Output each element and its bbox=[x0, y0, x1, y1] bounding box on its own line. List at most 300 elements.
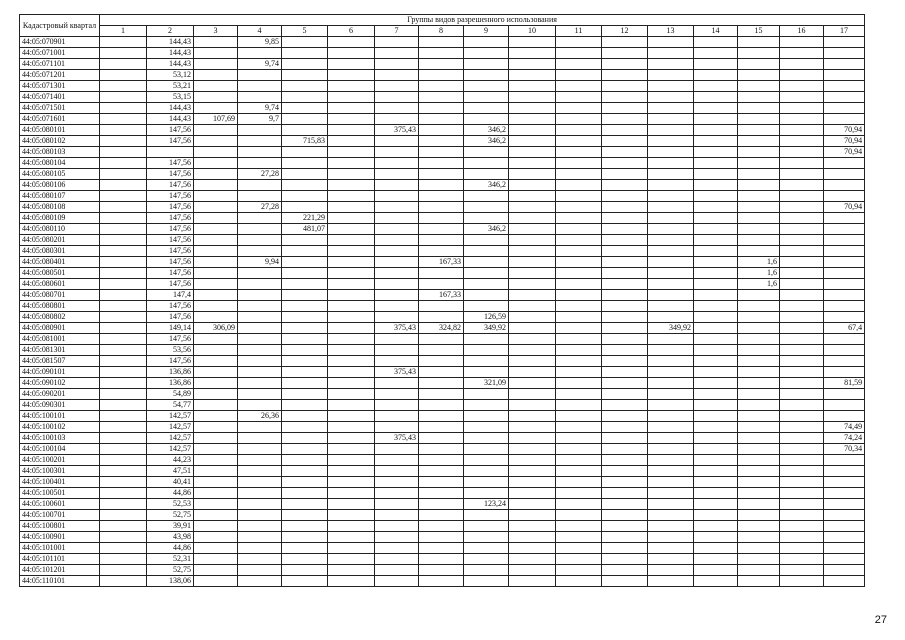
value-cell: 107,69 bbox=[194, 114, 238, 125]
value-cell bbox=[556, 125, 602, 136]
value-cell: 44,23 bbox=[147, 455, 194, 466]
value-cell bbox=[464, 554, 509, 565]
value-cell bbox=[509, 103, 556, 114]
value-cell bbox=[100, 48, 147, 59]
kvartal-cell: 44:05:100501 bbox=[20, 488, 100, 499]
kvartal-cell: 44:05:100901 bbox=[20, 532, 100, 543]
value-cell: 44,86 bbox=[147, 543, 194, 554]
value-cell bbox=[509, 532, 556, 543]
value-cell bbox=[238, 158, 282, 169]
kvartal-cell: 44:05:080301 bbox=[20, 246, 100, 257]
table-row bbox=[20, 92, 865, 103]
value-cell bbox=[738, 290, 780, 301]
value-cell bbox=[100, 466, 147, 477]
value-cell bbox=[509, 433, 556, 444]
value-cell bbox=[738, 345, 780, 356]
value-cell bbox=[100, 224, 147, 235]
value-cell bbox=[100, 488, 147, 499]
value-cell bbox=[780, 114, 824, 125]
value-cell bbox=[238, 565, 282, 576]
value-cell bbox=[602, 334, 648, 345]
value-cell bbox=[375, 290, 419, 301]
value-cell bbox=[194, 334, 238, 345]
kvartal-cell: 44:05:101201 bbox=[20, 565, 100, 576]
value-cell bbox=[509, 378, 556, 389]
value-cell bbox=[464, 81, 509, 92]
value-cell bbox=[464, 400, 509, 411]
table-row bbox=[20, 81, 865, 92]
value-cell bbox=[780, 576, 824, 587]
kvartal-cell: 44:05:080107 bbox=[20, 191, 100, 202]
value-cell bbox=[282, 279, 328, 290]
value-cell bbox=[780, 521, 824, 532]
value-cell bbox=[419, 235, 464, 246]
kvartal-cell: 44:05:071201 bbox=[20, 70, 100, 81]
value-cell bbox=[419, 576, 464, 587]
value-cell bbox=[375, 48, 419, 59]
value-cell: 123,24 bbox=[464, 499, 509, 510]
value-cell bbox=[282, 411, 328, 422]
value-cell bbox=[694, 158, 738, 169]
value-cell bbox=[328, 411, 375, 422]
value-cell bbox=[238, 378, 282, 389]
value-cell bbox=[419, 268, 464, 279]
value-cell: 26,36 bbox=[238, 411, 282, 422]
kvartal-cell: 44:05:100701 bbox=[20, 510, 100, 521]
value-cell: 147,56 bbox=[147, 246, 194, 257]
value-cell bbox=[824, 37, 865, 48]
value-cell bbox=[648, 279, 694, 290]
value-cell bbox=[100, 136, 147, 147]
kvartal-cell: 44:05:100103 bbox=[20, 433, 100, 444]
value-cell bbox=[602, 103, 648, 114]
value-cell bbox=[509, 444, 556, 455]
value-cell bbox=[375, 136, 419, 147]
groups-title: Группы видов разрешенного использования bbox=[100, 15, 865, 26]
value-cell bbox=[738, 411, 780, 422]
value-cell: 54,89 bbox=[147, 389, 194, 400]
value-cell bbox=[375, 510, 419, 521]
value-cell bbox=[602, 323, 648, 334]
value-cell bbox=[556, 345, 602, 356]
value-cell bbox=[509, 235, 556, 246]
value-cell bbox=[648, 312, 694, 323]
value-cell bbox=[780, 37, 824, 48]
value-cell bbox=[738, 103, 780, 114]
kvartal-cell: 44:05:071301 bbox=[20, 81, 100, 92]
value-cell bbox=[464, 444, 509, 455]
value-cell: 149,14 bbox=[147, 323, 194, 334]
value-cell bbox=[464, 367, 509, 378]
value-cell bbox=[328, 114, 375, 125]
value-cell bbox=[602, 576, 648, 587]
value-cell bbox=[648, 565, 694, 576]
column-header: 15 bbox=[738, 26, 780, 37]
value-cell bbox=[694, 268, 738, 279]
table-row bbox=[20, 114, 865, 125]
value-cell: 70,94 bbox=[824, 202, 865, 213]
value-cell bbox=[419, 455, 464, 466]
value-cell bbox=[375, 389, 419, 400]
value-cell bbox=[194, 48, 238, 59]
value-cell bbox=[648, 378, 694, 389]
value-cell bbox=[375, 202, 419, 213]
value-cell bbox=[282, 81, 328, 92]
value-cell bbox=[100, 477, 147, 488]
value-cell bbox=[556, 510, 602, 521]
value-cell bbox=[738, 444, 780, 455]
value-cell bbox=[738, 37, 780, 48]
value-cell bbox=[238, 334, 282, 345]
value-cell bbox=[824, 543, 865, 554]
value-cell bbox=[824, 224, 865, 235]
kvartal-cell: 44:05:071001 bbox=[20, 48, 100, 59]
value-cell bbox=[282, 576, 328, 587]
value-cell bbox=[694, 576, 738, 587]
value-cell bbox=[328, 48, 375, 59]
value-cell bbox=[328, 136, 375, 147]
value-cell bbox=[602, 565, 648, 576]
value-cell bbox=[509, 246, 556, 257]
value-cell bbox=[738, 48, 780, 59]
kvartal-cell: 44:05:090101 bbox=[20, 367, 100, 378]
value-cell bbox=[602, 378, 648, 389]
value-cell bbox=[238, 290, 282, 301]
value-cell bbox=[282, 301, 328, 312]
table-body bbox=[20, 37, 865, 587]
value-cell bbox=[100, 356, 147, 367]
value-cell bbox=[602, 70, 648, 81]
value-cell bbox=[464, 477, 509, 488]
value-cell bbox=[824, 235, 865, 246]
value-cell bbox=[556, 301, 602, 312]
value-cell: 52,31 bbox=[147, 554, 194, 565]
value-cell bbox=[100, 422, 147, 433]
value-cell bbox=[780, 367, 824, 378]
table-row bbox=[20, 191, 865, 202]
value-cell: 53,15 bbox=[147, 92, 194, 103]
value-cell bbox=[780, 191, 824, 202]
value-cell bbox=[194, 213, 238, 224]
value-cell bbox=[100, 444, 147, 455]
value-cell bbox=[100, 169, 147, 180]
value-cell bbox=[328, 246, 375, 257]
value-cell bbox=[694, 257, 738, 268]
value-cell bbox=[602, 367, 648, 378]
value-cell bbox=[648, 433, 694, 444]
kvartal-cell: 44:05:071601 bbox=[20, 114, 100, 125]
table-row bbox=[20, 312, 865, 323]
table-row bbox=[20, 59, 865, 70]
value-cell bbox=[238, 466, 282, 477]
value-cell bbox=[780, 70, 824, 81]
value-cell bbox=[602, 422, 648, 433]
value-cell bbox=[602, 125, 648, 136]
value-cell bbox=[419, 59, 464, 70]
value-cell bbox=[694, 389, 738, 400]
kvartal-cell: 44:05:080102 bbox=[20, 136, 100, 147]
value-cell bbox=[509, 554, 556, 565]
value-cell bbox=[738, 499, 780, 510]
value-cell bbox=[375, 312, 419, 323]
value-cell: 144,43 bbox=[147, 114, 194, 125]
value-cell bbox=[328, 279, 375, 290]
value-cell bbox=[738, 532, 780, 543]
value-cell: 9,74 bbox=[238, 59, 282, 70]
value-cell bbox=[375, 400, 419, 411]
value-cell bbox=[738, 565, 780, 576]
value-cell bbox=[194, 521, 238, 532]
value-cell bbox=[419, 532, 464, 543]
kvartal-cell: 44:05:100104 bbox=[20, 444, 100, 455]
value-cell bbox=[419, 37, 464, 48]
value-cell bbox=[419, 180, 464, 191]
table-row bbox=[20, 565, 865, 576]
value-cell bbox=[694, 488, 738, 499]
value-cell bbox=[100, 180, 147, 191]
table-row bbox=[20, 543, 865, 554]
value-cell bbox=[648, 235, 694, 246]
value-cell bbox=[100, 521, 147, 532]
value-cell bbox=[328, 576, 375, 587]
value-cell: 126,59 bbox=[464, 312, 509, 323]
value-cell bbox=[147, 147, 194, 158]
value-cell: 147,56 bbox=[147, 301, 194, 312]
value-cell: 346,2 bbox=[464, 224, 509, 235]
value-cell bbox=[509, 356, 556, 367]
value-cell: 70,94 bbox=[824, 125, 865, 136]
table-row bbox=[20, 180, 865, 191]
value-cell: 9,94 bbox=[238, 257, 282, 268]
value-cell bbox=[100, 37, 147, 48]
value-cell bbox=[738, 543, 780, 554]
value-cell bbox=[648, 224, 694, 235]
value-cell bbox=[375, 521, 419, 532]
value-cell bbox=[556, 433, 602, 444]
value-cell bbox=[602, 136, 648, 147]
value-cell bbox=[602, 191, 648, 202]
value-cell: 74,49 bbox=[824, 422, 865, 433]
value-cell bbox=[509, 400, 556, 411]
value-cell bbox=[824, 345, 865, 356]
value-cell bbox=[282, 488, 328, 499]
value-cell bbox=[100, 268, 147, 279]
value-cell bbox=[282, 532, 328, 543]
value-cell bbox=[738, 224, 780, 235]
value-cell bbox=[328, 345, 375, 356]
value-cell: 1,6 bbox=[738, 279, 780, 290]
kvartal-cell: 44:05:100801 bbox=[20, 521, 100, 532]
value-cell bbox=[738, 59, 780, 70]
value-cell bbox=[282, 378, 328, 389]
value-cell bbox=[556, 290, 602, 301]
value-cell bbox=[464, 70, 509, 81]
value-cell bbox=[419, 114, 464, 125]
value-cell bbox=[738, 191, 780, 202]
value-cell bbox=[282, 455, 328, 466]
value-cell bbox=[464, 345, 509, 356]
value-cell bbox=[509, 290, 556, 301]
value-cell bbox=[780, 422, 824, 433]
value-cell bbox=[602, 180, 648, 191]
value-cell bbox=[375, 554, 419, 565]
value-cell bbox=[556, 411, 602, 422]
value-cell bbox=[328, 543, 375, 554]
value-cell bbox=[824, 70, 865, 81]
value-cell bbox=[419, 169, 464, 180]
kvartal-cell: 44:05:080101 bbox=[20, 125, 100, 136]
value-cell bbox=[556, 136, 602, 147]
value-cell bbox=[282, 521, 328, 532]
value-cell bbox=[375, 246, 419, 257]
value-cell bbox=[738, 202, 780, 213]
value-cell bbox=[602, 114, 648, 125]
value-cell: 9,85 bbox=[238, 37, 282, 48]
value-cell bbox=[100, 312, 147, 323]
value-cell bbox=[375, 565, 419, 576]
value-cell: 375,43 bbox=[375, 323, 419, 334]
value-cell bbox=[694, 422, 738, 433]
value-cell bbox=[738, 125, 780, 136]
value-cell bbox=[648, 477, 694, 488]
value-cell bbox=[694, 136, 738, 147]
value-cell bbox=[824, 521, 865, 532]
value-cell: 53,56 bbox=[147, 345, 194, 356]
value-cell bbox=[780, 356, 824, 367]
column-header: 13 bbox=[648, 26, 694, 37]
kvartal-cell: 44:05:090201 bbox=[20, 389, 100, 400]
value-cell bbox=[738, 301, 780, 312]
value-cell bbox=[100, 543, 147, 554]
value-cell bbox=[238, 477, 282, 488]
value-cell bbox=[375, 268, 419, 279]
value-cell bbox=[824, 48, 865, 59]
value-cell bbox=[694, 521, 738, 532]
value-cell bbox=[464, 290, 509, 301]
value-cell bbox=[824, 334, 865, 345]
kvartal-cell: 44:05:080109 bbox=[20, 213, 100, 224]
value-cell bbox=[556, 521, 602, 532]
value-cell bbox=[602, 312, 648, 323]
value-cell bbox=[464, 422, 509, 433]
value-cell: 136,86 bbox=[147, 367, 194, 378]
value-cell bbox=[738, 510, 780, 521]
value-cell bbox=[282, 510, 328, 521]
value-cell: 375,43 bbox=[375, 125, 419, 136]
value-cell bbox=[509, 411, 556, 422]
value-cell bbox=[419, 48, 464, 59]
value-cell bbox=[464, 246, 509, 257]
value-cell bbox=[509, 268, 556, 279]
kvartal-cell: 44:05:090102 bbox=[20, 378, 100, 389]
kvartal-cell: 44:05:071501 bbox=[20, 103, 100, 114]
value-cell bbox=[780, 389, 824, 400]
value-cell bbox=[194, 455, 238, 466]
value-cell bbox=[282, 147, 328, 158]
value-cell: 53,21 bbox=[147, 81, 194, 92]
value-cell bbox=[648, 48, 694, 59]
value-cell bbox=[694, 191, 738, 202]
value-cell bbox=[648, 114, 694, 125]
value-cell bbox=[282, 543, 328, 554]
kvartal-cell: 44:05:080106 bbox=[20, 180, 100, 191]
value-cell bbox=[556, 114, 602, 125]
value-cell bbox=[780, 268, 824, 279]
value-cell bbox=[648, 169, 694, 180]
value-cell bbox=[282, 125, 328, 136]
value-cell bbox=[194, 345, 238, 356]
value-cell bbox=[738, 70, 780, 81]
value-cell bbox=[100, 279, 147, 290]
value-cell bbox=[194, 81, 238, 92]
value-cell bbox=[194, 422, 238, 433]
value-cell bbox=[328, 125, 375, 136]
value-cell bbox=[100, 147, 147, 158]
kvartal-cell: 44:05:080110 bbox=[20, 224, 100, 235]
value-cell bbox=[602, 532, 648, 543]
value-cell bbox=[100, 70, 147, 81]
value-cell bbox=[602, 400, 648, 411]
value-cell bbox=[556, 488, 602, 499]
value-cell bbox=[780, 59, 824, 70]
table-row bbox=[20, 103, 865, 114]
value-cell bbox=[780, 279, 824, 290]
value-cell bbox=[648, 345, 694, 356]
value-cell bbox=[780, 488, 824, 499]
value-cell: 39,91 bbox=[147, 521, 194, 532]
value-cell bbox=[375, 499, 419, 510]
value-cell bbox=[375, 147, 419, 158]
value-cell bbox=[282, 433, 328, 444]
kvartal-cell: 44:05:080104 bbox=[20, 158, 100, 169]
value-cell bbox=[419, 400, 464, 411]
kvartal-cell: 44:05:080901 bbox=[20, 323, 100, 334]
value-cell bbox=[780, 543, 824, 554]
value-cell bbox=[780, 378, 824, 389]
value-cell bbox=[282, 114, 328, 125]
value-cell bbox=[419, 70, 464, 81]
value-cell bbox=[824, 257, 865, 268]
table-row bbox=[20, 213, 865, 224]
value-cell bbox=[556, 400, 602, 411]
value-cell bbox=[694, 565, 738, 576]
value-cell bbox=[694, 543, 738, 554]
value-cell bbox=[780, 213, 824, 224]
value-cell: 144,43 bbox=[147, 59, 194, 70]
value-cell bbox=[556, 235, 602, 246]
value-cell bbox=[375, 158, 419, 169]
value-cell bbox=[375, 70, 419, 81]
value-cell bbox=[238, 224, 282, 235]
value-cell bbox=[194, 158, 238, 169]
value-cell bbox=[419, 499, 464, 510]
table-row bbox=[20, 356, 865, 367]
value-cell bbox=[238, 70, 282, 81]
value-cell bbox=[100, 213, 147, 224]
value-cell bbox=[556, 499, 602, 510]
value-cell bbox=[738, 466, 780, 477]
table-row bbox=[20, 367, 865, 378]
value-cell: 147,56 bbox=[147, 169, 194, 180]
value-cell bbox=[194, 389, 238, 400]
value-cell bbox=[694, 312, 738, 323]
value-cell bbox=[464, 158, 509, 169]
value-cell bbox=[194, 400, 238, 411]
column-header: 1 bbox=[100, 26, 147, 37]
value-cell bbox=[238, 246, 282, 257]
value-cell bbox=[238, 312, 282, 323]
value-cell: 142,57 bbox=[147, 444, 194, 455]
